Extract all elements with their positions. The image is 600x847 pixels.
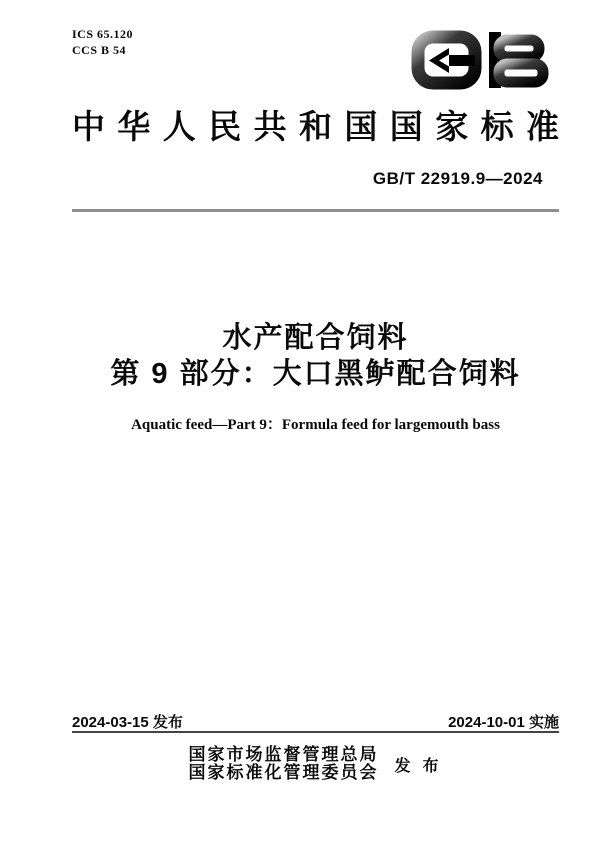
issuer-line-2: 国家标准化管理委员会 bbox=[188, 763, 379, 782]
issuer-line-1: 国家市场监督管理总局 bbox=[188, 745, 379, 764]
standard-number: GB/T 22919.9—2024 bbox=[372, 169, 543, 188]
ics-code: ICS 65.120 bbox=[72, 27, 134, 41]
issuer-block bbox=[72, 746, 559, 782]
issue-date: 2024-03-15 发布 bbox=[72, 714, 183, 731]
title-line-1: 水产配合饲料 bbox=[222, 322, 409, 354]
classification-codes bbox=[72, 26, 133, 58]
implementation-date: 2024-10-01 实施 bbox=[448, 714, 559, 731]
gb-logo-icon bbox=[409, 28, 559, 92]
date-row bbox=[72, 711, 559, 732]
ccs-code: CCS B 54 bbox=[72, 43, 127, 57]
national-standard-heading: 中华人民共和国国家标准 bbox=[72, 110, 559, 146]
issuer-names bbox=[188, 746, 378, 782]
title-line-2: 第 9 部分：大口黑鲈配合饲料 bbox=[110, 358, 521, 390]
standard-title-chinese bbox=[72, 320, 559, 392]
issue-action-label: 发 布 bbox=[394, 757, 443, 775]
standard-title-english: Aquatic feed—Part 9：Formula feed for largemouth bass bbox=[131, 417, 500, 433]
header-divider-rule bbox=[72, 209, 559, 212]
footer-divider-rule bbox=[72, 731, 559, 733]
